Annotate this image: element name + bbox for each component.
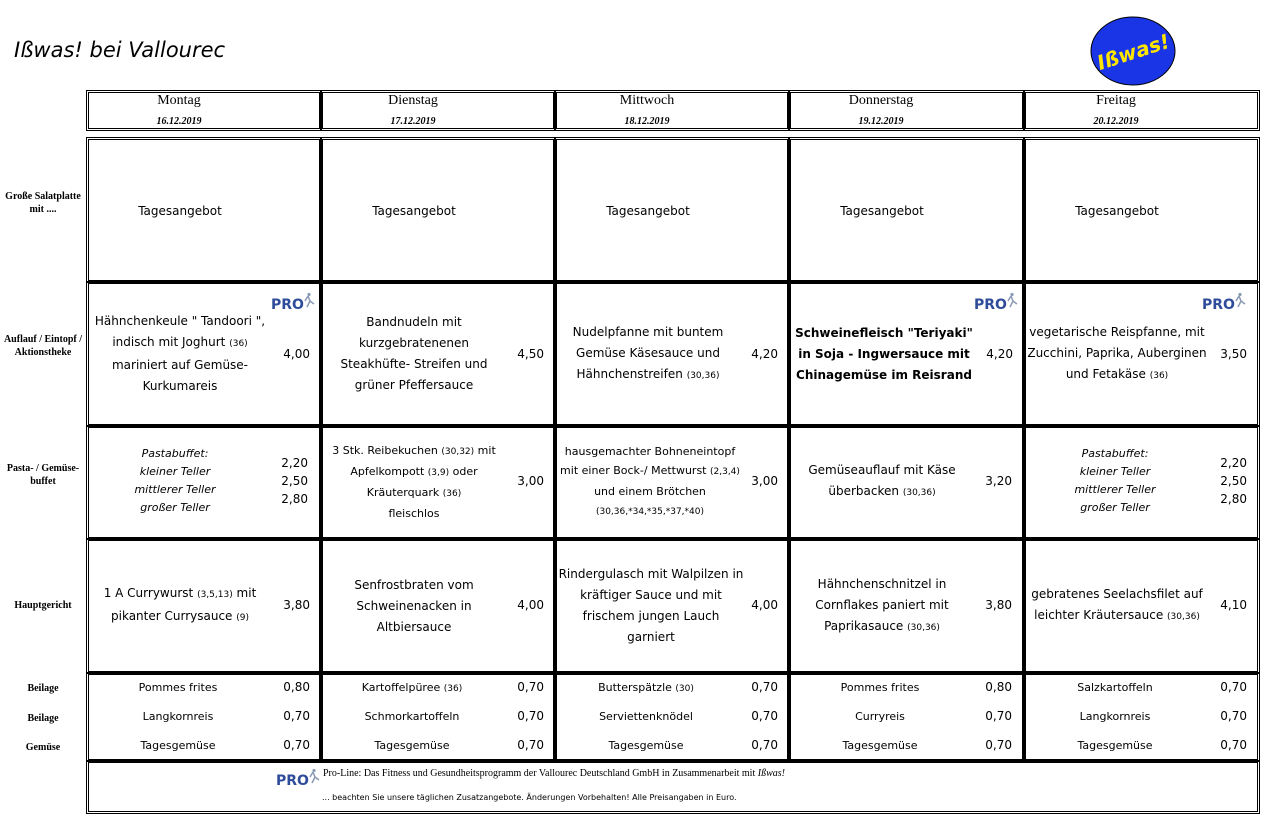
- day-name-freitag: Freitag: [1096, 93, 1136, 108]
- price: 0,70: [985, 709, 1012, 723]
- auflauf-dish-mittwoch: Nudelpfanne mit buntem Gemüse Käsesauce und Hähnchenstreifen (30,36): [572, 324, 724, 381]
- auflauf-dish-montag: Hähnchenkeule " Tandoori ", indisch mit Joghurt (36) mariniert auf Gemüse- Kurkumareis: [94, 314, 266, 393]
- auflauf-dish-donnerstag: Schweinefleisch "Teriyaki" in Soja - Ingwersauce mit Chinagemüse im Reisrand: [795, 325, 973, 382]
- pasta-dish-donnerstag: Gemüseauflauf mit Käse überbacken (30,36): [808, 463, 956, 498]
- price: 0,70: [751, 680, 778, 694]
- pastabuffet-prices-montag: 2,20 2,50 2,80: [281, 456, 308, 506]
- beilage2-montag: Langkornreis: [142, 710, 214, 723]
- day-name-mittwoch: Mittwoch: [619, 93, 675, 108]
- row-label-beilage1: Beilage: [27, 683, 59, 694]
- auflauf-dish-dienstag: Bandnudeln mit kurzgebratenenen Steakhüfte- Streifen und grüner Pfeffersauce: [340, 315, 488, 392]
- salat-text: Tagesangebot: [840, 203, 924, 218]
- gemuese-mittwoch: Tagesgemüse: [608, 739, 684, 752]
- price: 0,70: [1220, 680, 1247, 694]
- day-date-montag: 16.12.2019: [156, 116, 202, 127]
- day-date-mittwoch: 18.12.2019: [624, 116, 670, 127]
- beilage1-donnerstag: Pommes frites: [840, 681, 920, 694]
- price: 0,70: [985, 738, 1012, 752]
- price: 0,70: [517, 738, 544, 752]
- pastabuffet-freitag: Pastabuffet: kleiner Teller mittlerer Teller großer Teller: [1074, 447, 1156, 514]
- beilage1-montag: Pommes frites: [138, 681, 218, 694]
- salat-text: Tagesangebot: [1075, 203, 1159, 218]
- beilage2-dienstag: Schmorkartoffeln: [364, 710, 460, 723]
- price: 0,70: [751, 709, 778, 723]
- page-title: Ißwas! bei Vallourec: [14, 38, 226, 62]
- gemuese-montag: Tagesgemüse: [140, 739, 216, 752]
- price: 4,00: [751, 598, 778, 612]
- day-date-freitag: 20.12.2019: [1093, 116, 1139, 127]
- price: 0,70: [1220, 738, 1247, 752]
- price: 4,00: [517, 598, 544, 612]
- price: 4,50: [517, 347, 544, 361]
- price: 4,20: [751, 347, 778, 361]
- gemuese-donnerstag: Tagesgemüse: [842, 739, 918, 752]
- beilage2-donnerstag: Curryreis: [855, 710, 905, 723]
- pasta-dish-mittwoch: hausgemachter Bohneneintopf mit einer Bock-/ Mettwurst (2,3,4) und einem Brötchen (30,36,*34,*35,*37,*40): [560, 445, 740, 517]
- logo-text: Ißwas!: [1094, 28, 1173, 75]
- pro-line-icon: [270, 292, 316, 314]
- price: 0,70: [283, 709, 310, 723]
- row-label-pasta: Pasta- / Gemüse-buffet: [6, 463, 80, 487]
- price: 0,70: [517, 680, 544, 694]
- row-label-auflauf: Auflauf / Eintopf / Aktionstheke: [3, 334, 83, 358]
- svg-text:PRO: PRO: [1202, 297, 1235, 313]
- price: 3,00: [517, 474, 544, 488]
- footer-proline-text: Pro-Line: Das Fitness und Gesundheitsprogramm der Vallourec Deutschland GmbH in Zusammenarbeit mit Ißwas!: [323, 768, 785, 779]
- day-date-donnerstag: 19.12.2019: [858, 116, 904, 127]
- price: 3,00: [751, 474, 778, 488]
- day-name-montag: Montag: [157, 93, 201, 108]
- price: 0,70: [1220, 709, 1247, 723]
- price: 4,00: [283, 347, 310, 361]
- isswas-logo: [1089, 15, 1177, 87]
- haupt-dish-dienstag: Senfrostbraten vom Schweinenacken in Altbiersauce: [354, 577, 474, 634]
- salat-text: Tagesangebot: [372, 203, 456, 218]
- haupt-dish-donnerstag: Hähnchenschnitzel in Cornflakes paniert mit Paprikasauce (30,36): [815, 576, 949, 633]
- beilage2-mittwoch: Serviettenknödel: [599, 710, 693, 723]
- row-label-beilage2: Beilage: [27, 713, 59, 724]
- price: 4,20: [986, 347, 1013, 361]
- salat-text: Tagesangebot: [138, 203, 222, 218]
- pro-line-icon: [973, 292, 1019, 314]
- price: 4,10: [1220, 598, 1247, 612]
- gemuese-freitag: Tagesgemüse: [1077, 739, 1153, 752]
- auflauf-dish-freitag: vegetarische Reispfanne, mit Zucchini, Paprika, Auberginen und Fetakäse (36): [1027, 324, 1207, 381]
- haupt-dish-mittwoch: Rindergulasch mit Walpilzen in kräftiger Sauce und mit frischem jungen Lauch garniert: [558, 567, 744, 644]
- pastabuffet-prices-freitag: 2,20 2,50 2,80: [1220, 456, 1247, 506]
- day-name-dienstag: Dienstag: [388, 93, 438, 108]
- beilage1-mittwoch: Butterspätzle (30): [598, 681, 694, 694]
- pro-line-icon: [275, 768, 321, 790]
- price: 3,80: [283, 598, 310, 612]
- gemuese-dienstag: Tagesgemüse: [374, 739, 450, 752]
- day-date-dienstag: 17.12.2019: [390, 116, 436, 127]
- price: 3,80: [985, 598, 1012, 612]
- price: 3,50: [1220, 347, 1247, 361]
- beilage1-dienstag: Kartoffelpüree (36): [361, 681, 463, 694]
- haupt-dish-freitag: gebratenes Seelachsfilet auf leichter Kräutersauce (30,36): [1031, 587, 1203, 622]
- beilage1-freitag: Salzkartoffeln: [1077, 681, 1153, 694]
- footer-note: ... beachten Sie unsere täglichen Zusatzangebote. Änderungen Vorbehalten! Alle Preisangaben in Euro.: [322, 793, 737, 802]
- price: 0,70: [283, 738, 310, 752]
- price: 0,80: [283, 680, 310, 694]
- svg-text:PRO: PRO: [974, 297, 1007, 313]
- pasta-dish-dienstag: 3 Stk. Reibekuchen (30,32) mit Apfelkompott (3,9) oder Kräuterquark (36) fleischlos: [332, 443, 496, 520]
- salat-text: Tagesangebot: [606, 203, 690, 218]
- price: 0,70: [517, 709, 544, 723]
- haupt-dish-montag: 1 A Currywurst (3,5,13) mit pikanter Currysauce (9): [103, 586, 257, 623]
- price: 3,20: [985, 474, 1012, 488]
- day-name-donnerstag: Donnerstag: [848, 93, 914, 108]
- pastabuffet-montag: Pastabuffet: kleiner Teller mittlerer Teller großer Teller: [134, 447, 216, 514]
- row-label-salat: Große Salatplatte mit ....: [5, 191, 81, 215]
- beilage2-freitag: Langkornreis: [1079, 710, 1151, 723]
- row-label-gemuese: Gemüse: [25, 742, 61, 753]
- row-label-haupt: Hauptgericht: [14, 600, 72, 611]
- pro-line-icon: [1201, 292, 1247, 314]
- svg-text:PRO: PRO: [271, 297, 304, 313]
- svg-text:PRO: PRO: [276, 773, 309, 789]
- price: 0,70: [751, 738, 778, 752]
- price: 0,80: [985, 680, 1012, 694]
